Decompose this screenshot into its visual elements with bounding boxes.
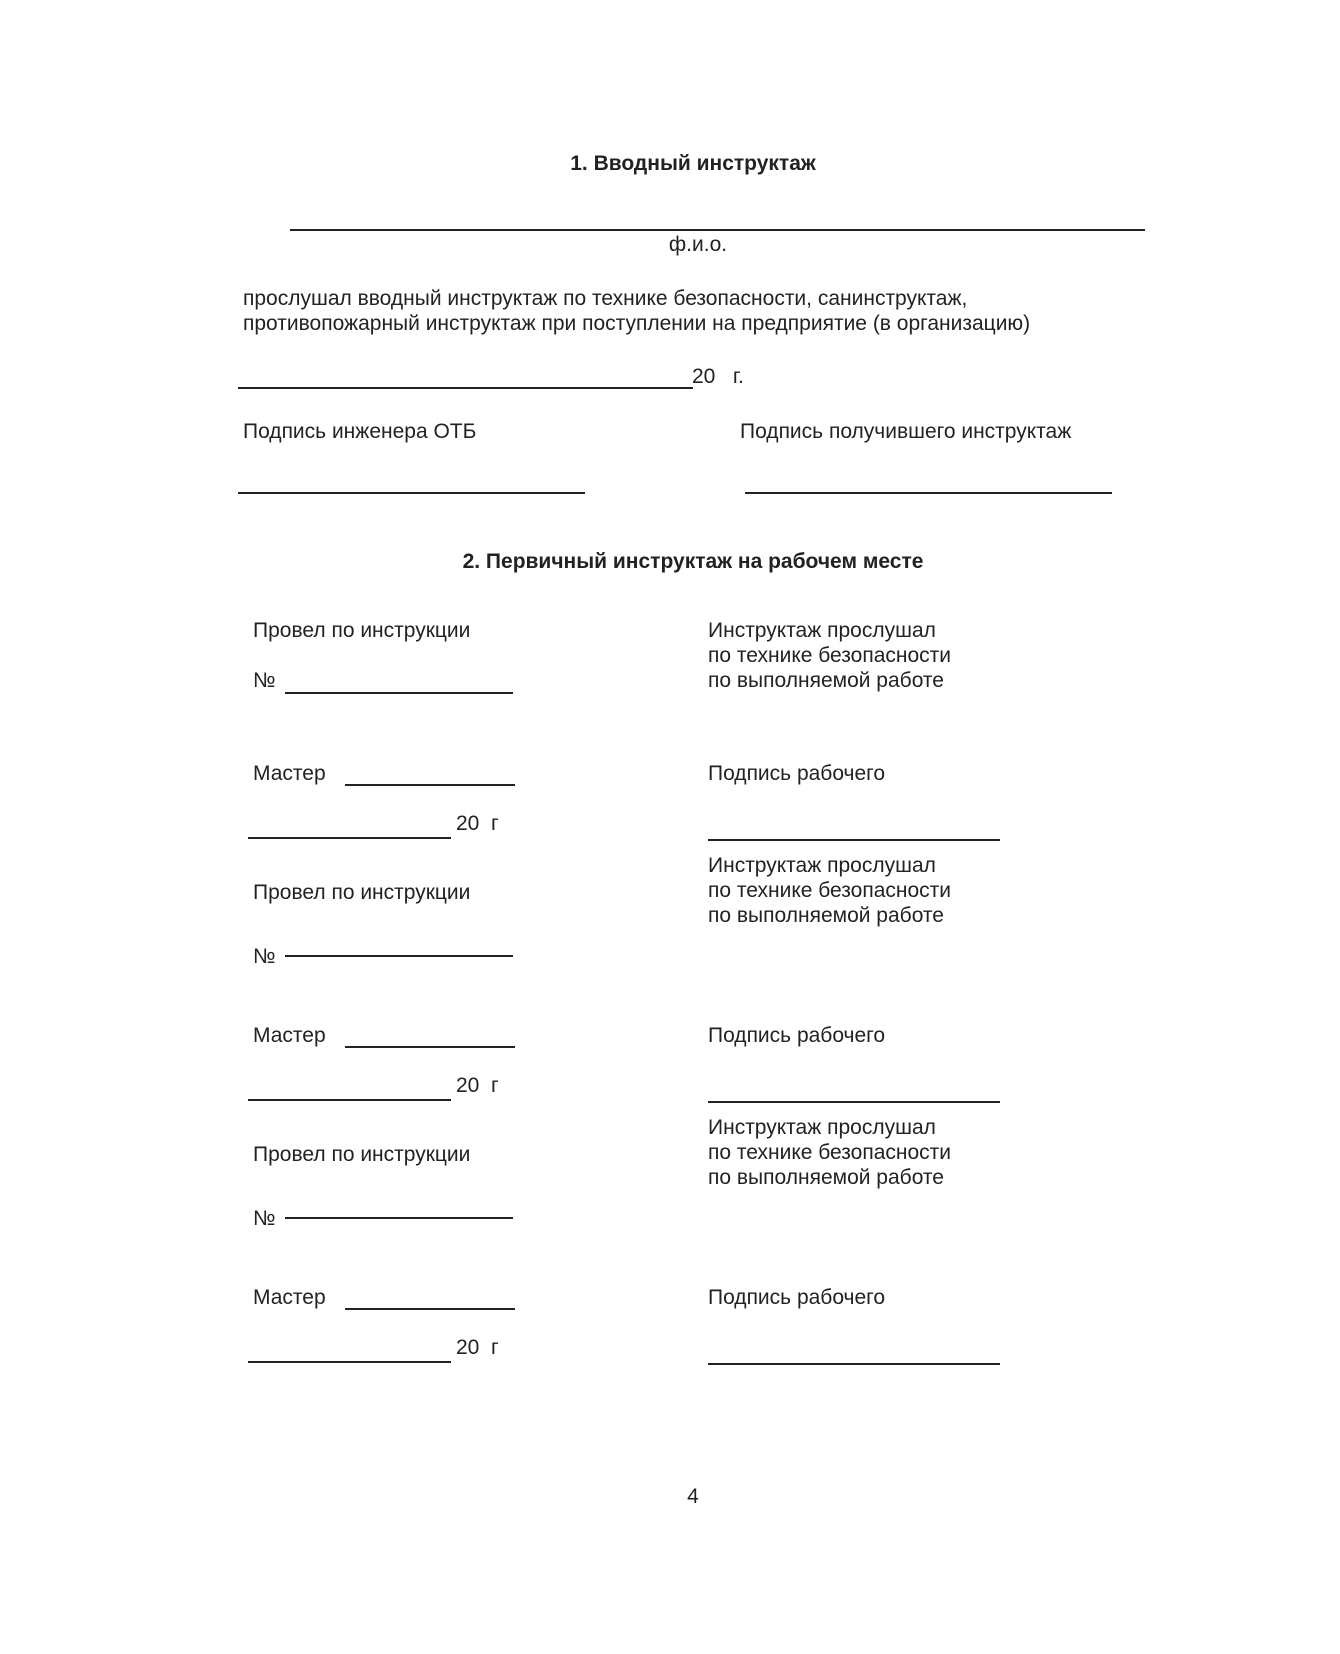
section1-date-suffix: 20 г. xyxy=(692,365,744,388)
fio-caption: ф.и.о. xyxy=(668,233,728,256)
master-label: Мастер xyxy=(253,1286,326,1309)
heard-line1: Инструктаж прослушал xyxy=(708,854,936,877)
master-signature-line[interactable] xyxy=(345,784,515,786)
date-suffix: 20 г xyxy=(456,1336,499,1359)
worker-signature-label: Подпись рабочего xyxy=(708,1286,886,1309)
heard-line1: Инструктаж прослушал xyxy=(708,1116,936,1139)
worker-signature-label: Подпись рабочего xyxy=(708,762,886,785)
section1-date-field-line[interactable] xyxy=(238,387,693,389)
worker-signature-line[interactable] xyxy=(708,839,1000,841)
date-suffix: 20 г xyxy=(456,812,499,835)
number-label: № xyxy=(253,669,276,692)
conducted-label: Провел по инструкции xyxy=(253,619,471,642)
conducted-label: Провел по инструкции xyxy=(253,1143,471,1166)
number-field-line[interactable] xyxy=(285,1217,513,1219)
heard-line2: по технике безопасности xyxy=(708,1141,952,1164)
worker-signature-line[interactable] xyxy=(708,1363,1000,1365)
recipient-signature-line[interactable] xyxy=(745,492,1112,494)
master-label: Мастер xyxy=(253,1024,326,1047)
recipient-signature-label: Подпись получившего инструктаж xyxy=(740,420,1072,443)
conducted-label: Провел по инструкции xyxy=(253,881,471,904)
section1-body-line2: противопожарный инструктаж при поступлении на предприятие (в организацию) xyxy=(243,312,1031,335)
worker-signature-label: Подпись рабочего xyxy=(708,1024,886,1047)
heard-line3: по выполняемой работе xyxy=(708,904,944,927)
heard-line2: по технике безопасности xyxy=(708,879,952,902)
engineer-signature-line[interactable] xyxy=(238,492,585,494)
fio-field-line[interactable] xyxy=(290,229,1145,231)
section1-title: 1. Вводный инструктаж xyxy=(570,152,816,175)
engineer-signature-label: Подпись инженера ОТБ xyxy=(243,420,477,443)
master-signature-line[interactable] xyxy=(345,1046,515,1048)
date-suffix: 20 г xyxy=(456,1074,499,1097)
number-label: № xyxy=(253,945,276,968)
heard-line3: по выполняемой работе xyxy=(708,1166,944,1189)
heard-line2: по технике безопасности xyxy=(708,644,952,667)
section1-body-line1: прослушал вводный инструктаж по технике безопасности, санинструктаж, xyxy=(243,287,968,310)
date-field-line[interactable] xyxy=(248,1099,451,1101)
worker-signature-line[interactable] xyxy=(708,1101,1000,1103)
number-field-line[interactable] xyxy=(285,692,513,694)
master-signature-line[interactable] xyxy=(345,1308,515,1310)
section2-title: 2. Первичный инструктаж на рабочем месте xyxy=(462,550,924,573)
date-field-line[interactable] xyxy=(248,837,451,839)
heard-line1: Инструктаж прослушал xyxy=(708,619,936,642)
number-label: № xyxy=(253,1207,276,1230)
page-number: 4 xyxy=(687,1485,699,1508)
date-field-line[interactable] xyxy=(248,1361,451,1363)
heard-line3: по выполняемой работе xyxy=(708,669,944,692)
number-field-line[interactable] xyxy=(285,955,513,957)
master-label: Мастер xyxy=(253,762,326,785)
